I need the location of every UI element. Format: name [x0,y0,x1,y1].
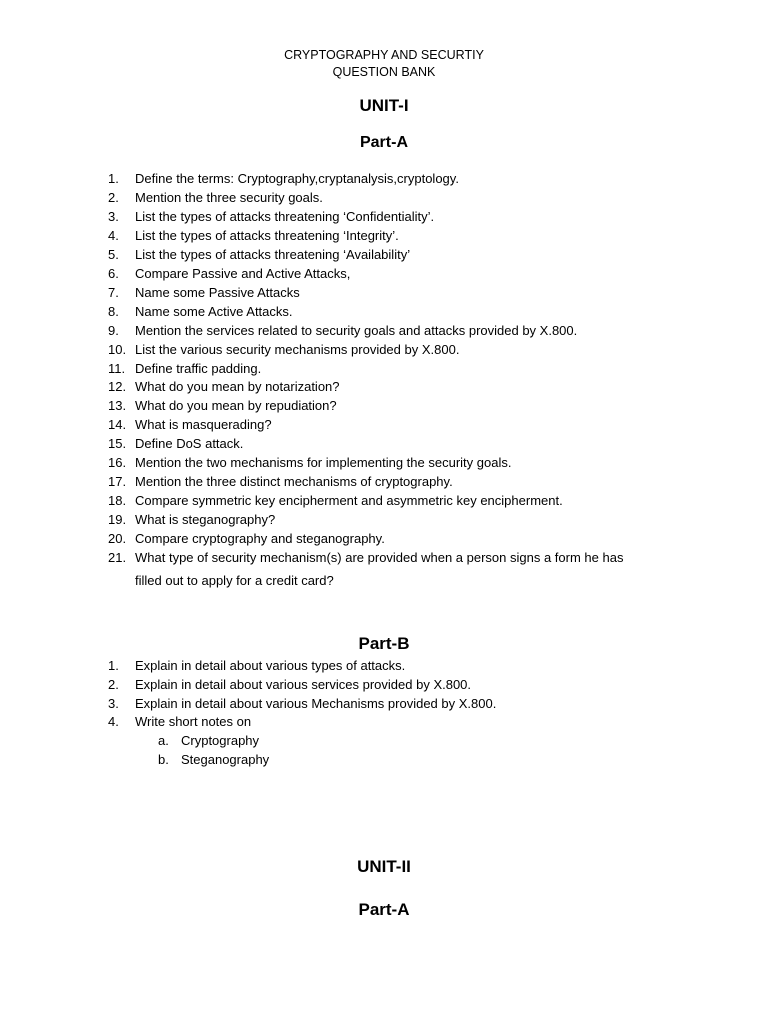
list-item: 2. Mention the three security goals. [108,189,323,205]
unit2-partA-heading: Part-A [358,900,410,919]
list-item: 14. What is masquerading? [108,417,272,433]
doc-title: CRYPTOGRAPHY AND SECURTIY [284,48,484,62]
list-item: 3. Explain in detail about various Mechanisms provided by X.800. [108,695,497,711]
doc-subtitle: QUESTION BANK [332,65,436,79]
list-item: 1. Explain in detail about various types of attacks. [108,658,406,673]
list-item: 2. Explain in detail about various services provided by X.800. [108,676,472,692]
list-item: 5. List the types of attacks threatening ‘Availability’ [108,246,411,262]
unit1-heading: UNIT-I [359,96,409,115]
list-item: 18. Compare symmetric key encipherment and asymmetric key encipherment. [108,493,563,509]
unit1-partB-heading: Part-B [358,634,410,653]
question-21-continuation: filled out to apply for a credit card? [135,573,334,588]
list-item: 8. Name some Active Attacks. [108,303,293,319]
list-item: 6. Compare Passive and Active Attacks, [108,265,351,281]
list-item: 21. What type of security mechanism(s) are provided when a person signs a form he has [108,550,624,565]
unit2-heading: UNIT-II [357,857,411,876]
list-item: 16. Mention the two mechanisms for implementing the security goals. [108,455,512,471]
list-item: 19. What is steganography? [108,512,276,528]
sub-list-item: b. Steganography [158,751,270,767]
list-item: 9. Mention the services related to security goals and attacks provided by X.800. [108,322,578,338]
list-item: 10. List the various security mechanisms provided by X.800. [108,341,460,357]
list-item: 11. Define traffic padding. [108,360,262,376]
list-item: 20. Compare cryptography and steganography. [108,531,385,547]
unit1-partA-heading: Part-A [359,134,408,151]
list-item: 7. Name some Passive Attacks [108,284,300,300]
list-item: 1. Define the terms: Cryptography,cryptanalysis,cryptology. [108,171,459,186]
list-item: 12. What do you mean by notarization? [108,379,340,395]
list-item: 4. Write short notes on [108,714,252,730]
list-item: 3. List the types of attacks threatening ‘Confidentiality’. [108,208,435,224]
sub-list-item: a. Cryptography [158,733,260,748]
list-item: 15. Define DoS attack. [108,436,244,452]
list-item: 4. List the types of attacks threatening ‘Integrity’. [108,227,399,243]
list-item: 17. Mention the three distinct mechanisms of cryptography. [108,474,453,490]
list-item: 13. What do you mean by repudiation? [108,398,337,414]
